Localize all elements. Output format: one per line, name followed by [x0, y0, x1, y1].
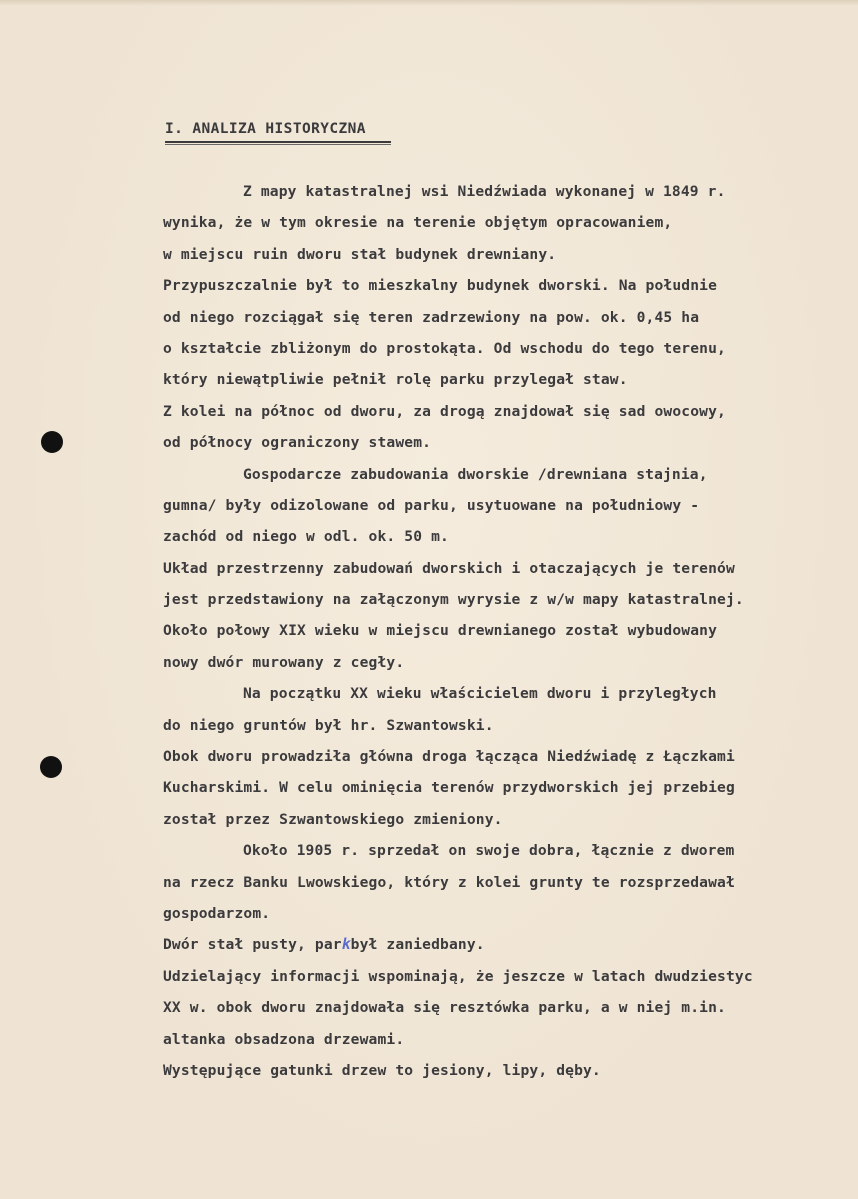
text-line: wynika, że w tym okresie na terenie objętym opracowaniem,	[163, 214, 673, 232]
text-line: Układ przestrzenny zabudowań dworskich i otaczających je terenów	[163, 559, 735, 577]
section-heading: I. ANALIZA HISTORYCZNA	[165, 121, 366, 137]
text-line: Gospodarcze zabudowania dworskie /drewniana stajnia,	[243, 465, 708, 483]
text-line: Kucharskimi. W celu ominięcia terenów przydworskich jej przebieg	[163, 779, 735, 797]
text-line: do niego gruntów był hr. Szwantowski.	[163, 716, 494, 734]
text-segment: był zaniedbany.	[350, 936, 485, 954]
body-text	[163, 176, 853, 1086]
text-line: od niego rozciągał się teren zadrzewiony na pow. ok. 0,45 ha	[163, 308, 700, 326]
text-line: Obok dworu prowadziła główna droga łącząca Niedźwiadę z Łączkami	[163, 748, 735, 766]
text-line: gospodarzom.	[163, 904, 271, 922]
text-line: jest przedstawiony na załączonym wyrysie z w/w mapy katastralnej.	[163, 591, 744, 609]
text-line: Występujące gatunki drzew to jesiony, lipy, dęby.	[163, 1061, 601, 1079]
text-line: od północy ograniczony stawem.	[163, 434, 432, 452]
text-line	[163, 929, 853, 960]
text-line: Z mapy katastralnej wsi Niedźwiada wykonanej w 1849 r.	[243, 183, 726, 200]
text-line: został przez Szwantowskiego zmieniony.	[163, 810, 503, 828]
text-line: gumna/ były odizolowane od parku, usytuowane na południowy -	[163, 496, 700, 514]
text-line: w miejscu ruin dworu stał budynek drewniany.	[163, 245, 557, 263]
paper-edge	[0, 0, 858, 6]
text-line: Około połowy XIX wieku w miejscu drewnianego został wybudowany	[163, 622, 718, 640]
text-line: Z kolei na północ od dworu, za drogą znajdował się sad owocowy,	[163, 402, 726, 420]
text-line: Udzielający informacji wspominają, że jeszcze w latach dwudziestyc	[163, 967, 753, 985]
text-line: który niewątpliwie pełnił rolę parku przylegał staw.	[163, 371, 628, 389]
heading-underline	[165, 144, 391, 145]
punch-hole-icon	[41, 431, 63, 453]
text-line: Przypuszczalnie był to mieszkalny budynek dworski. Na południe	[163, 277, 718, 295]
text-line: XX w. obok dworu znajdowała się resztówka parku, a w niej m.in.	[163, 999, 726, 1017]
text-line: zachód od niego w odl. ok. 50 m.	[163, 528, 449, 546]
heading-underline	[165, 141, 391, 143]
text-segment: Dwór stał pusty, par	[163, 936, 342, 954]
punch-hole-icon	[40, 756, 62, 778]
text-line: na rzecz Banku Lwowskiego, który z kolei grunty te rozsprzedawał	[163, 873, 735, 891]
text-line: altanka obsadzona drzewami.	[163, 1030, 405, 1048]
handwritten-correction: k	[341, 936, 351, 954]
text-line: nowy dwór murowany z cegły.	[163, 653, 405, 671]
text-line: Około 1905 r. sprzedał on swoje dobra, łącznie z dworem	[243, 842, 735, 860]
text-line: Na początku XX wieku właścicielem dworu i przyległych	[243, 685, 717, 703]
text-line: o kształcie zbliżonym do prostokąta. Od wschodu do tego terenu,	[163, 339, 726, 357]
